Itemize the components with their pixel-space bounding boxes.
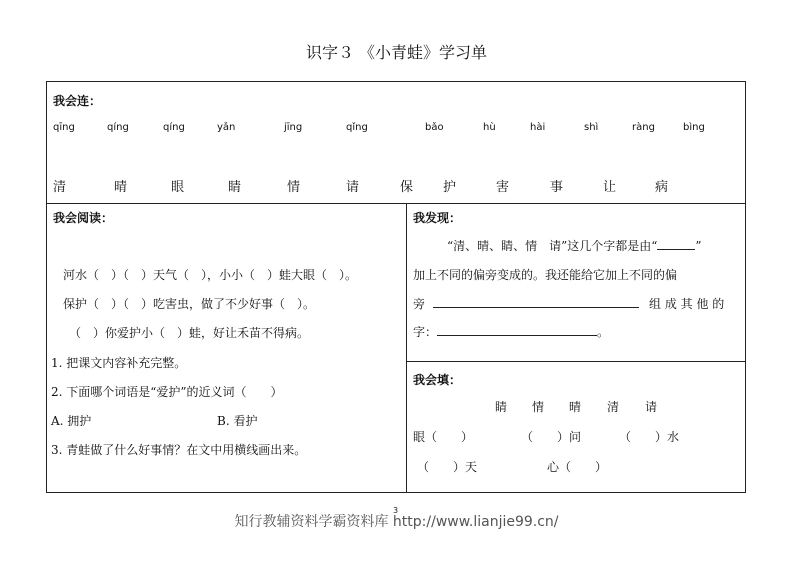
- pinyin-item[interactable]: shì: [584, 122, 599, 133]
- discover-label: 我发现：: [413, 211, 462, 225]
- hanzi-item[interactable]: 眼: [171, 180, 185, 195]
- pinyin-item[interactable]: ràng: [632, 122, 655, 133]
- pinyin-item[interactable]: bǎo: [425, 122, 444, 133]
- hanzi-item[interactable]: 请: [346, 180, 360, 195]
- pinyin-item[interactable]: qíng: [107, 122, 129, 133]
- hanzi-item[interactable]: 保: [400, 180, 414, 195]
- pinyin-item[interactable]: bìng: [683, 122, 705, 133]
- fill-item-5: 心（ ）: [547, 460, 608, 474]
- discover-line-3: [413, 295, 724, 312]
- passage-line-2: 保护（ ）（ ）吃害虫，做了不少好事（ ）。: [63, 297, 316, 311]
- page-number: 3: [393, 506, 399, 515]
- discover-text-1b: ”: [695, 239, 702, 253]
- discover-text-3a: 旁: [413, 297, 426, 311]
- hanzi-item[interactable]: 事: [550, 180, 564, 195]
- page-title: 识字３ 《小青蛙》学习单: [305, 43, 488, 62]
- worksheet-table: [46, 81, 746, 493]
- fill-item-2: （ ）问: [521, 430, 582, 444]
- discover-line-4: [413, 323, 609, 340]
- hanzi-item[interactable]: 害: [496, 180, 510, 195]
- fill-char-5: 请: [645, 400, 658, 414]
- option-b: B. 看护: [217, 414, 258, 428]
- reading-section: [47, 203, 407, 492]
- answer-blank[interactable]: [657, 237, 695, 250]
- hanzi-item[interactable]: 睛: [228, 180, 242, 195]
- pinyin-item[interactable]: qíng: [163, 122, 185, 133]
- pinyin-item[interactable]: qǐng: [346, 122, 368, 133]
- fill-char-3: 晴: [569, 400, 582, 414]
- fill-char-1: 睛: [495, 400, 508, 414]
- hanzi-item[interactable]: 病: [655, 180, 669, 195]
- pinyin-item[interactable]: jīng: [284, 122, 303, 133]
- fill-item-3: （ ）水: [619, 430, 680, 444]
- fill-char-2: 情: [532, 400, 545, 414]
- question-2: 2. 下面哪个词语是“爱护”的近义词（ ）: [51, 385, 283, 399]
- hanzi-item[interactable]: 晴: [114, 180, 128, 195]
- connect-label: 我会连：: [53, 94, 102, 108]
- pinyin-item[interactable]: hài: [530, 122, 546, 133]
- hanzi-item[interactable]: 清: [53, 180, 67, 195]
- footer-watermark: 知行教辅资料学霸资料库 http://www.lianjie99.cn/: [234, 514, 559, 530]
- pinyin-item[interactable]: yǎn: [217, 122, 236, 133]
- answer-blank[interactable]: [433, 295, 639, 308]
- hanzi-item[interactable]: 让: [603, 180, 617, 195]
- discover-text-3b: 组 成 其 他 的: [649, 297, 725, 311]
- discover-line-1: [447, 237, 702, 254]
- hanzi-item[interactable]: 情: [287, 180, 301, 195]
- fill-section: [407, 362, 745, 492]
- discover-text-1a: “清、晴、睛、情 请”这几个字都是由“: [447, 239, 658, 253]
- fill-item-1: 眼（ ）: [413, 430, 474, 444]
- connect-section: [47, 82, 745, 204]
- discover-text-4b: 。: [597, 325, 610, 339]
- option-a: A. 拥护: [51, 414, 92, 428]
- passage-line-1: 河水（ ）（ ）天气（ ），小小（ ）蛙大眼（ ）。: [63, 268, 358, 282]
- pinyin-item[interactable]: qīng: [53, 122, 75, 133]
- answer-blank[interactable]: [437, 323, 597, 336]
- question-1: 1. 把课文内容补充完整。: [51, 356, 187, 370]
- discover-section: [407, 203, 745, 362]
- reading-label: 我会阅读：: [53, 211, 114, 225]
- question-3: 3. 青蛙做了什么好事情？在文中用横线画出来。: [51, 443, 307, 457]
- hanzi-item[interactable]: 护: [443, 180, 457, 195]
- fill-item-4: （ ）天: [417, 460, 478, 474]
- passage-line-3: （ ）你爱护小（ ）蛙，好让禾苗不得病。: [69, 326, 310, 340]
- fill-label: 我会填：: [413, 373, 462, 387]
- discover-text-4a: 字：: [413, 325, 438, 339]
- pinyin-item[interactable]: hù: [483, 122, 496, 133]
- fill-char-4: 清: [607, 400, 620, 414]
- discover-line-2: 加上不同的偏旁变成的。我还能给它加上不同的偏: [413, 268, 678, 282]
